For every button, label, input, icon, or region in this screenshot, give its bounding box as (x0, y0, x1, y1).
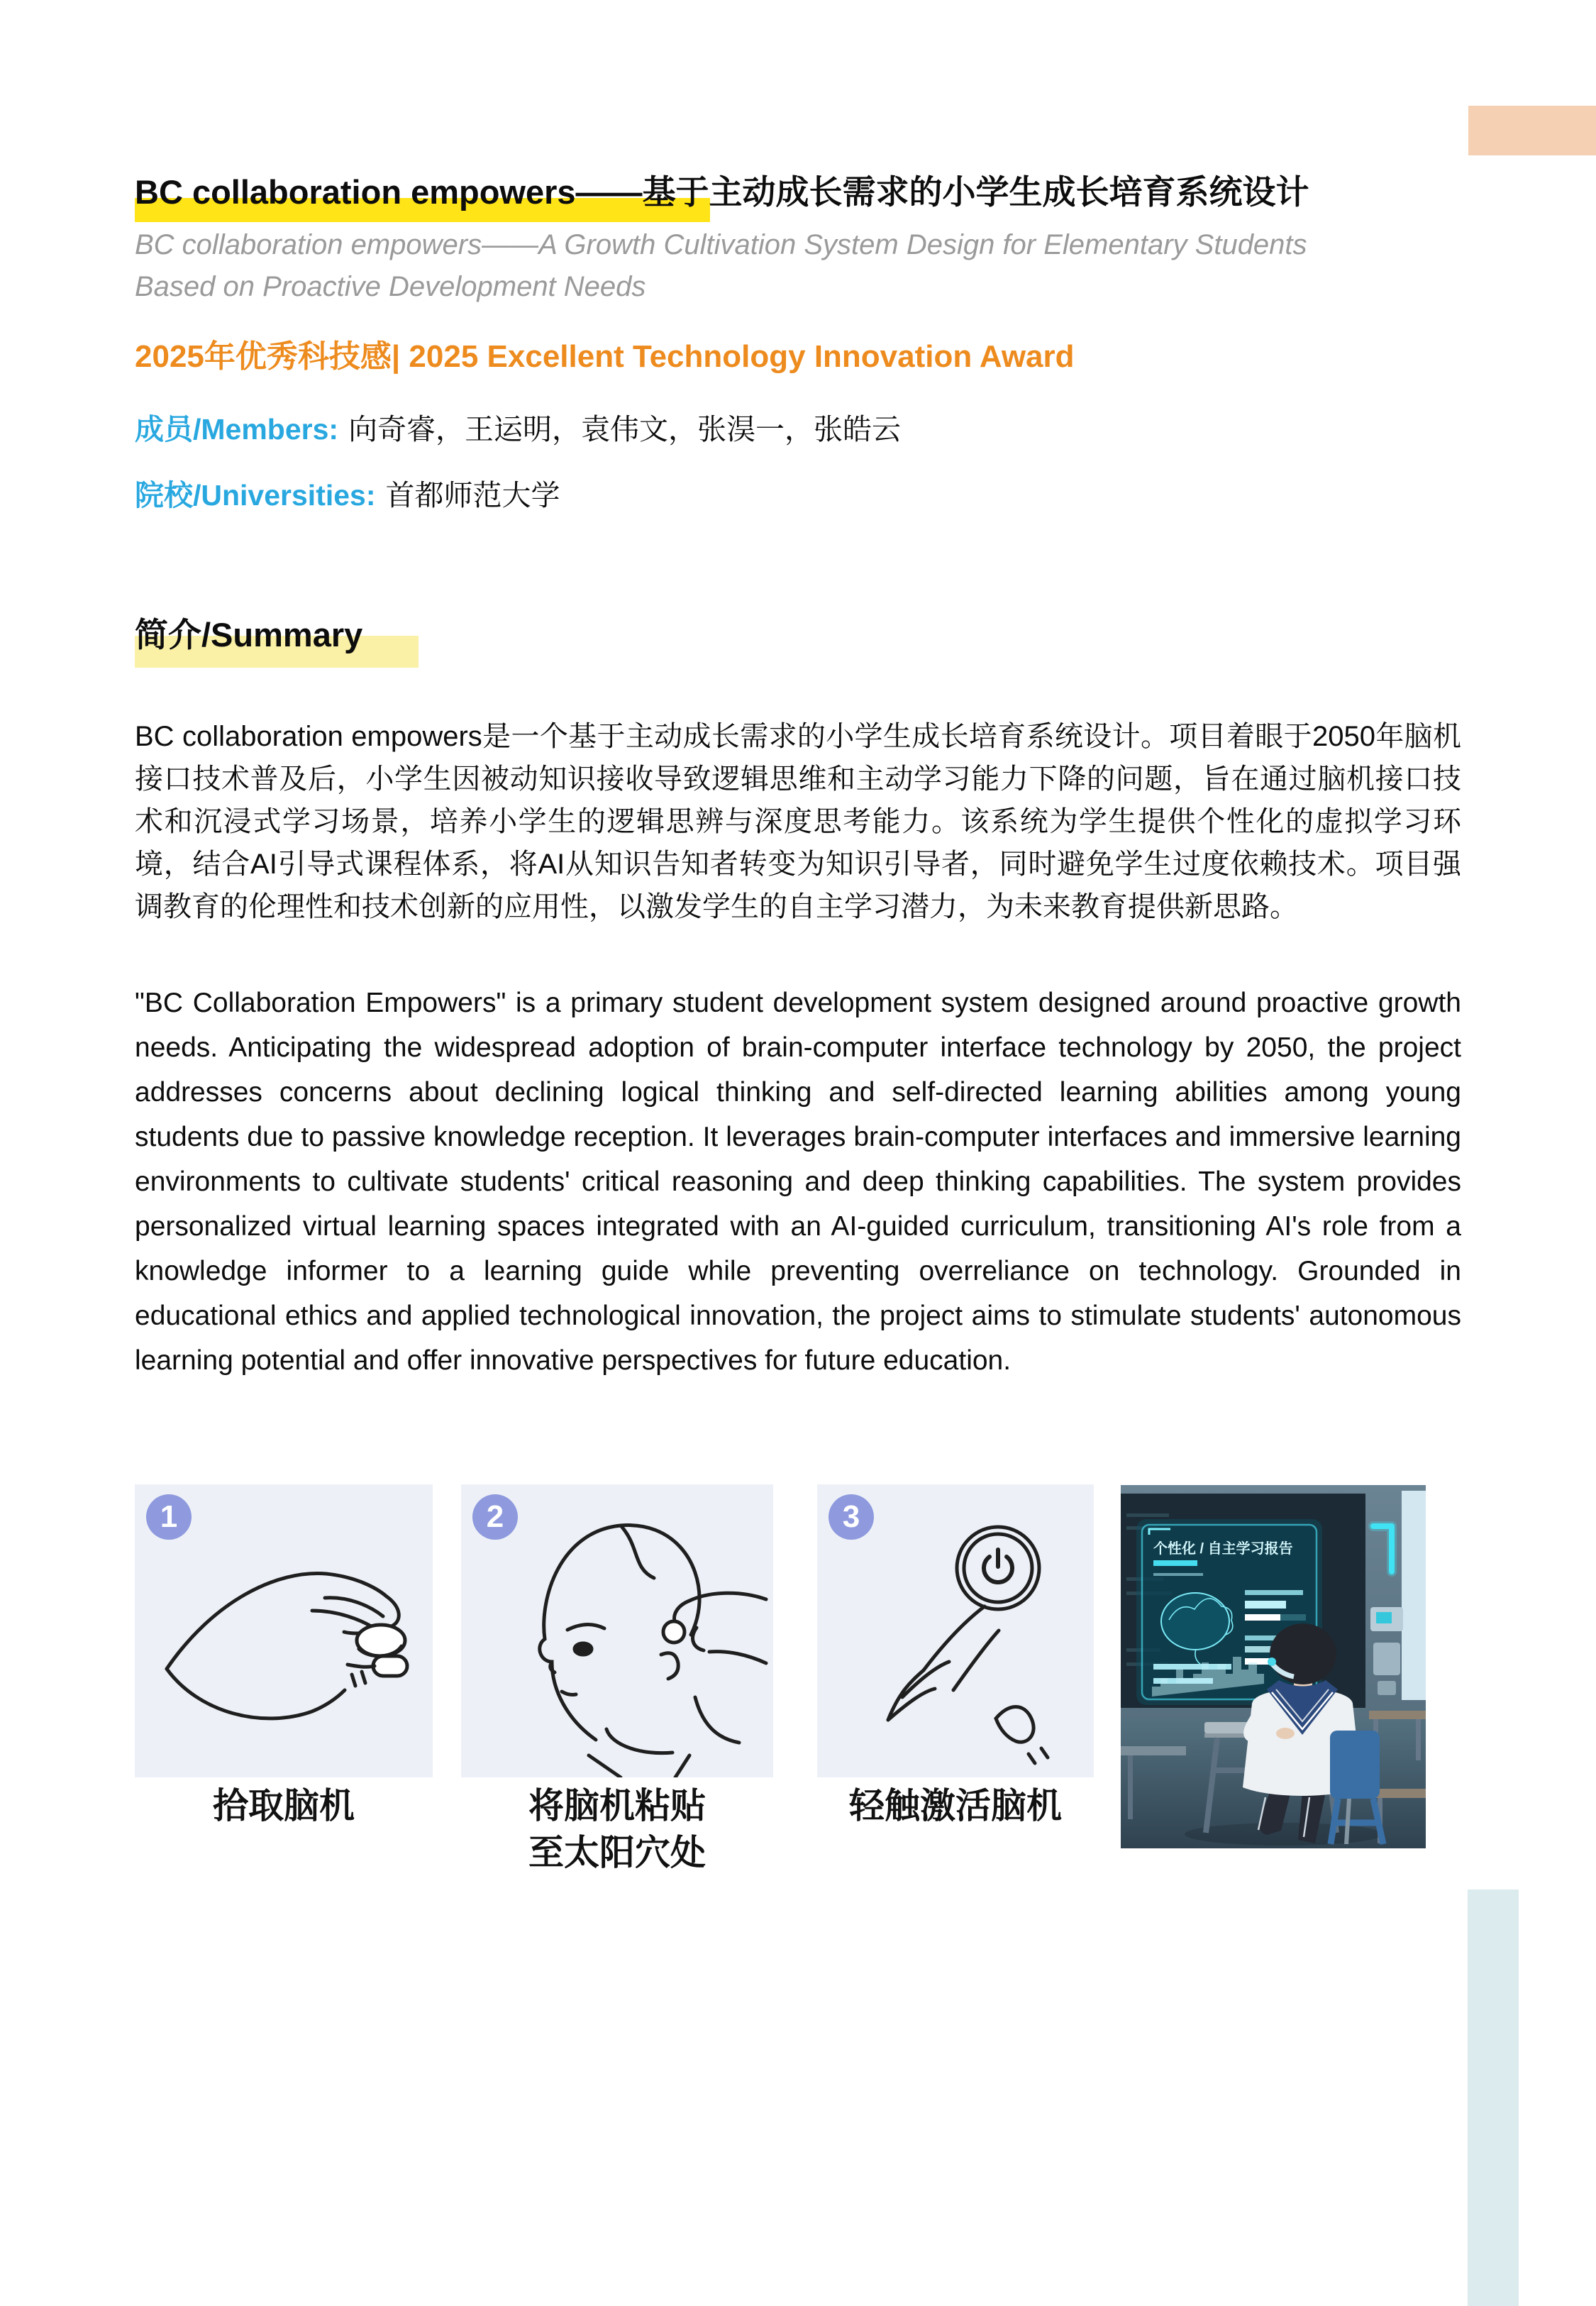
step2-caption-line2: 至太阳穴处 (528, 1833, 706, 1872)
page-title-zh: 基于主动成长需求的小学生成长培育系统设计 (642, 173, 1309, 211)
photo-window (1402, 1491, 1426, 1700)
members-row (135, 406, 901, 448)
step2-badge: 2 (472, 1494, 518, 1540)
universities-value: 首都师范大学 (385, 479, 560, 512)
corner-accent-rect (1468, 106, 1596, 155)
side-accent-bar (1468, 1890, 1519, 2306)
step3-badge: 3 (829, 1494, 874, 1540)
summary-heading: 简介/Summary (135, 616, 363, 653)
step3-caption (817, 1782, 1094, 1829)
universities-label: 院校/Universities: (135, 479, 376, 512)
page-title (135, 173, 1483, 211)
summary-paragraph-zh: BC collaboration empowers是一个基于主动成长需求的小学生成长培育系统设计。项目着眼于2050年脑机接口技术普及后，小学生因被动知识接收导致逻辑思维和主动学习能力下降的问题，旨在通过脑机接口技术和沉浸式学习场景，培养小学生的逻辑思辨与深度思考能力。该系统为学生提供个性化的虚拟学习环境，结合AI引导式课程体系，将AI从知识告知者转变为知识引导者，同时避免学生过度依赖技术。项目强调教育的伦理性和技术创新的应用性，以激发学生的自主学习潜力，为未来教育提供新思路。 (135, 721, 1461, 922)
members-value: 向奇睿，王运明，袁伟文，张淏一，张皓云 (348, 413, 902, 446)
page-title-en: BC collaboration empowers—— (135, 173, 643, 211)
step3-panel (817, 1484, 1094, 1777)
subtitle (135, 224, 1483, 308)
subtitle-line-1: BC collaboration empowers——A Growth Cultivation System Design for Elementary Students (135, 229, 1307, 260)
subtitle-line-2: Based on Proactive Development Needs (135, 271, 646, 302)
universities-row (135, 472, 560, 514)
classroom-photo-svg (1121, 1485, 1426, 1848)
step3-caption-line: 轻触激活脑机 (849, 1786, 1062, 1826)
step1-caption (135, 1782, 433, 1829)
hologram-title: 个性化 / 自主学习报告 (1153, 1541, 1293, 1557)
step2-caption-line1: 将脑机粘贴 (528, 1786, 706, 1826)
award-line: 2025年优秀科技感| 2025 Excellent Technology Innovation Award (135, 339, 1075, 374)
step1-badge: 1 (146, 1494, 192, 1540)
title-block (135, 173, 1483, 211)
members-label: 成员/Members: (135, 413, 339, 446)
summary-paragraph-en: "BC Collaboration Empowers" is a primary student development system designed around proactive growth needs. Anticipating the widespread adoption of brain-computer interface technology by 2050, the project addresses concerns about declining logical thinking and self-directed learning abilities among young students due to passive knowledge reception. It leverages brain-computer interfaces and immersive learning environments to cultivate students' critical reasoning and deep thinking capabilities. The system provides personalized virtual learning spaces integrated with an AI-guided curriculum, transitioning AI's role from a knowledge informer to a learning guide while preventing overreliance on technology. Grounded in educational ethics and applied technological innovation, the project aims to stimulate students' autonomous learning potential and offer innovative perspectives for future education. (135, 988, 1461, 1376)
step1-caption-line: 拾取脑机 (213, 1786, 355, 1826)
classroom-photo (1121, 1485, 1426, 1848)
step2-caption (461, 1782, 773, 1876)
step1-panel (135, 1484, 433, 1777)
summary-heading-block (135, 609, 773, 656)
step2-panel (461, 1484, 773, 1777)
